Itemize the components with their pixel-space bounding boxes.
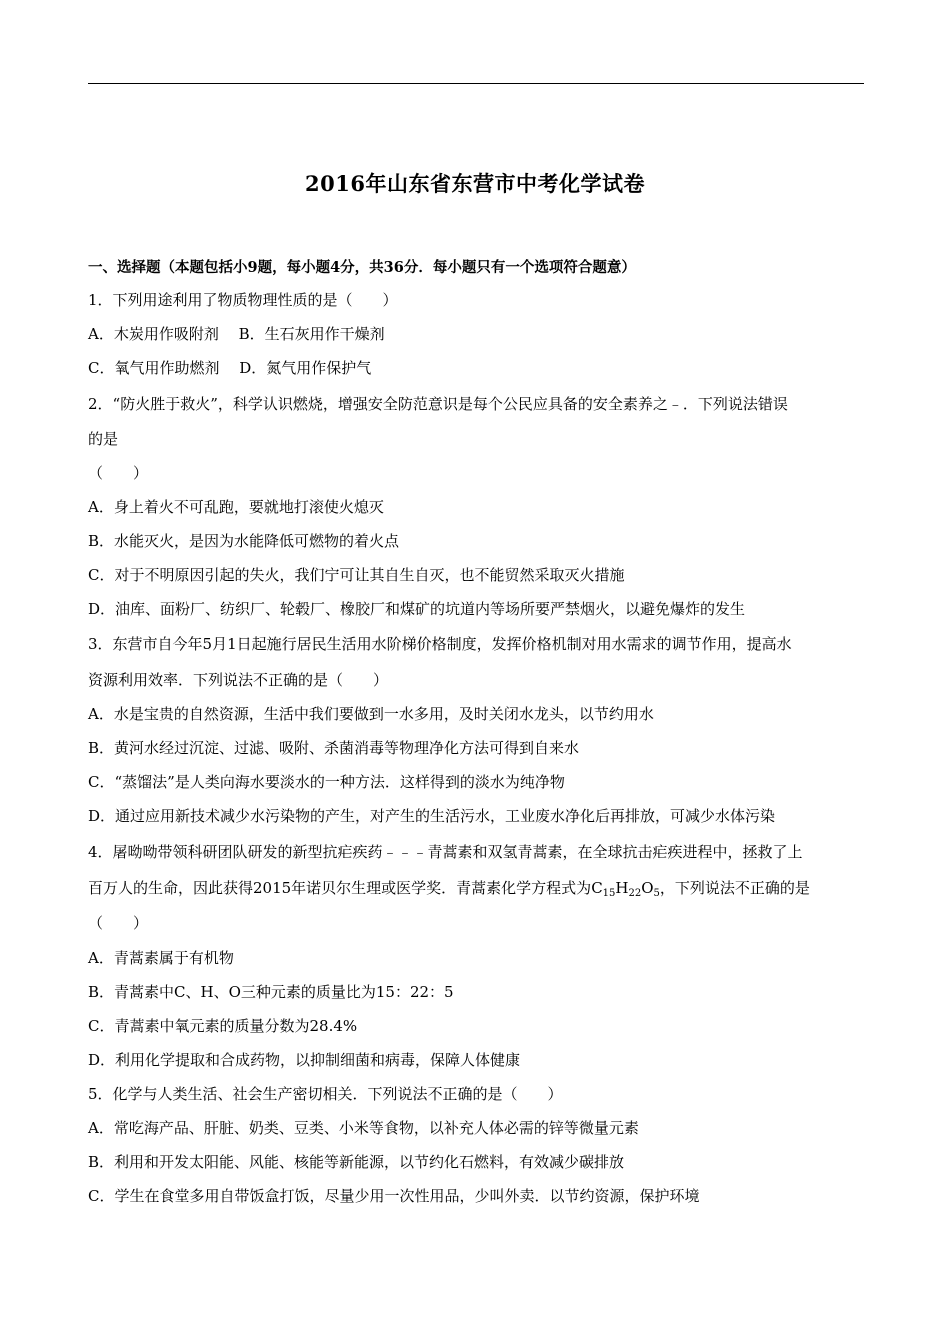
question-2-option-c: C．对于不明原因引起的失火，我们宁可让其自生自灭，也不能贸然采取灭火措施 [88,566,625,584]
question-4-stem-text: 百万人的生命，因此获得2015年诺贝尔生理或医学奖．青蒿素化学方程式为 [88,879,592,897]
question-3-stem: 3．东营市自今年5月1日起施行居民生活用水阶梯价格制度，发挥价格机制对用水需求的调节作用，提高水 [88,635,792,653]
section-heading: 一、选择题（本题包括小9题，每小题4分，共36分．每小题只有一个选项符合题意） [88,259,636,276]
question-4-option-a: A．青蒿素属于有机物 [88,949,234,967]
question-4-stem: 4．屠呦呦带领科研团队研发的新型抗疟疾药﹣﹣﹣青蒿素和双氢青蒿素，在全球抗击疟疾进程中，拯救了上 [88,843,803,861]
question-2-stem-cont: 的是 [88,430,119,448]
question-5-option-c: C．学生在食堂多用自带饭盒打饭，尽量少用一次性用品，少叫外卖．以节约资源，保护环境 [88,1187,700,1205]
question-3-option-b: B．黄河水经过沉淀、过滤、吸附、杀菌消毒等物理净化方法可得到自来水 [88,739,580,757]
question-4-stem-cont [88,878,810,898]
question-3-option-c: C．“蒸馏法”是人类向海水要淡水的一种方法．这样得到的淡水为纯净物 [88,773,565,791]
page-title: 2016年山东省东营市中考化学试卷 [305,171,645,196]
question-5-option-b: B．利用和开发太阳能、风能、核能等新能源，以节约化石燃料，有效减少碳排放 [88,1153,625,1171]
question-2-option-a: A．身上着火不可乱跑，要就地打滚使火熄灭 [88,498,384,516]
question-2-stem: 2．“防火胜于救火”，科学认识燃烧，增强安全防范意识是每个公民应具备的安全素养之﹣．下列说法错误 [88,395,788,413]
question-3-option-a: A．水是宝贵的自然资源，生活中我们要做到一水多用，及时关闭水龙头，以节约用水 [88,705,654,723]
question-3-stem-cont: 资源利用效率．下列说法不正确的是（ ） [88,671,389,689]
header-rule [88,83,864,84]
question-2-answer-blank: （ ） [88,464,149,482]
question-3-option-d: D．通过应用新技术减少水污染物的产生，对产生的生活污水，工业废水净化后再排放，可减少水体污染 [88,807,776,825]
question-4-option-c: C．青蒿素中氧元素的质量分数为28.4% [88,1017,358,1035]
chemical-formula: $C_{15}H_{22}O_5$ [591,879,660,899]
question-1-options-ab: A．木炭用作吸附剂 B．生石灰用作干燥剂 [88,325,385,343]
question-5-option-a: A．常吃海产品、肝脏、奶类、豆类、小米等食物，以补充人体必需的锌等微量元素 [88,1119,639,1137]
question-2-option-b: B．水能灭火，是因为水能降低可燃物的着火点 [88,532,400,550]
question-2-option-d: D．油库、面粉厂、纺织厂、轮毂厂、橡胶厂和煤矿的坑道内等场所要严禁烟火，以避免爆炸的发生 [88,600,746,618]
question-1-stem: 1．下列用途利用了物质物理性质的是（ ） [88,291,398,309]
question-1-options-cd: C．氧气用作助燃剂 D．氮气用作保护气 [88,359,372,377]
question-4-stem-tail: ，下列说法不正确的是 [659,879,810,897]
question-4-answer-blank: （ ） [88,914,149,932]
question-5-stem: 5．化学与人类生活、社会生产密切相关．下列说法不正确的是（ ） [88,1085,563,1103]
question-4-option-b: B．青蒿素中C、H、O三种元素的质量比为15：22：5 [88,983,454,1001]
question-4-option-d: D．利用化学提取和合成药物，以抑制细菌和病毒，保障人体健康 [88,1051,521,1069]
